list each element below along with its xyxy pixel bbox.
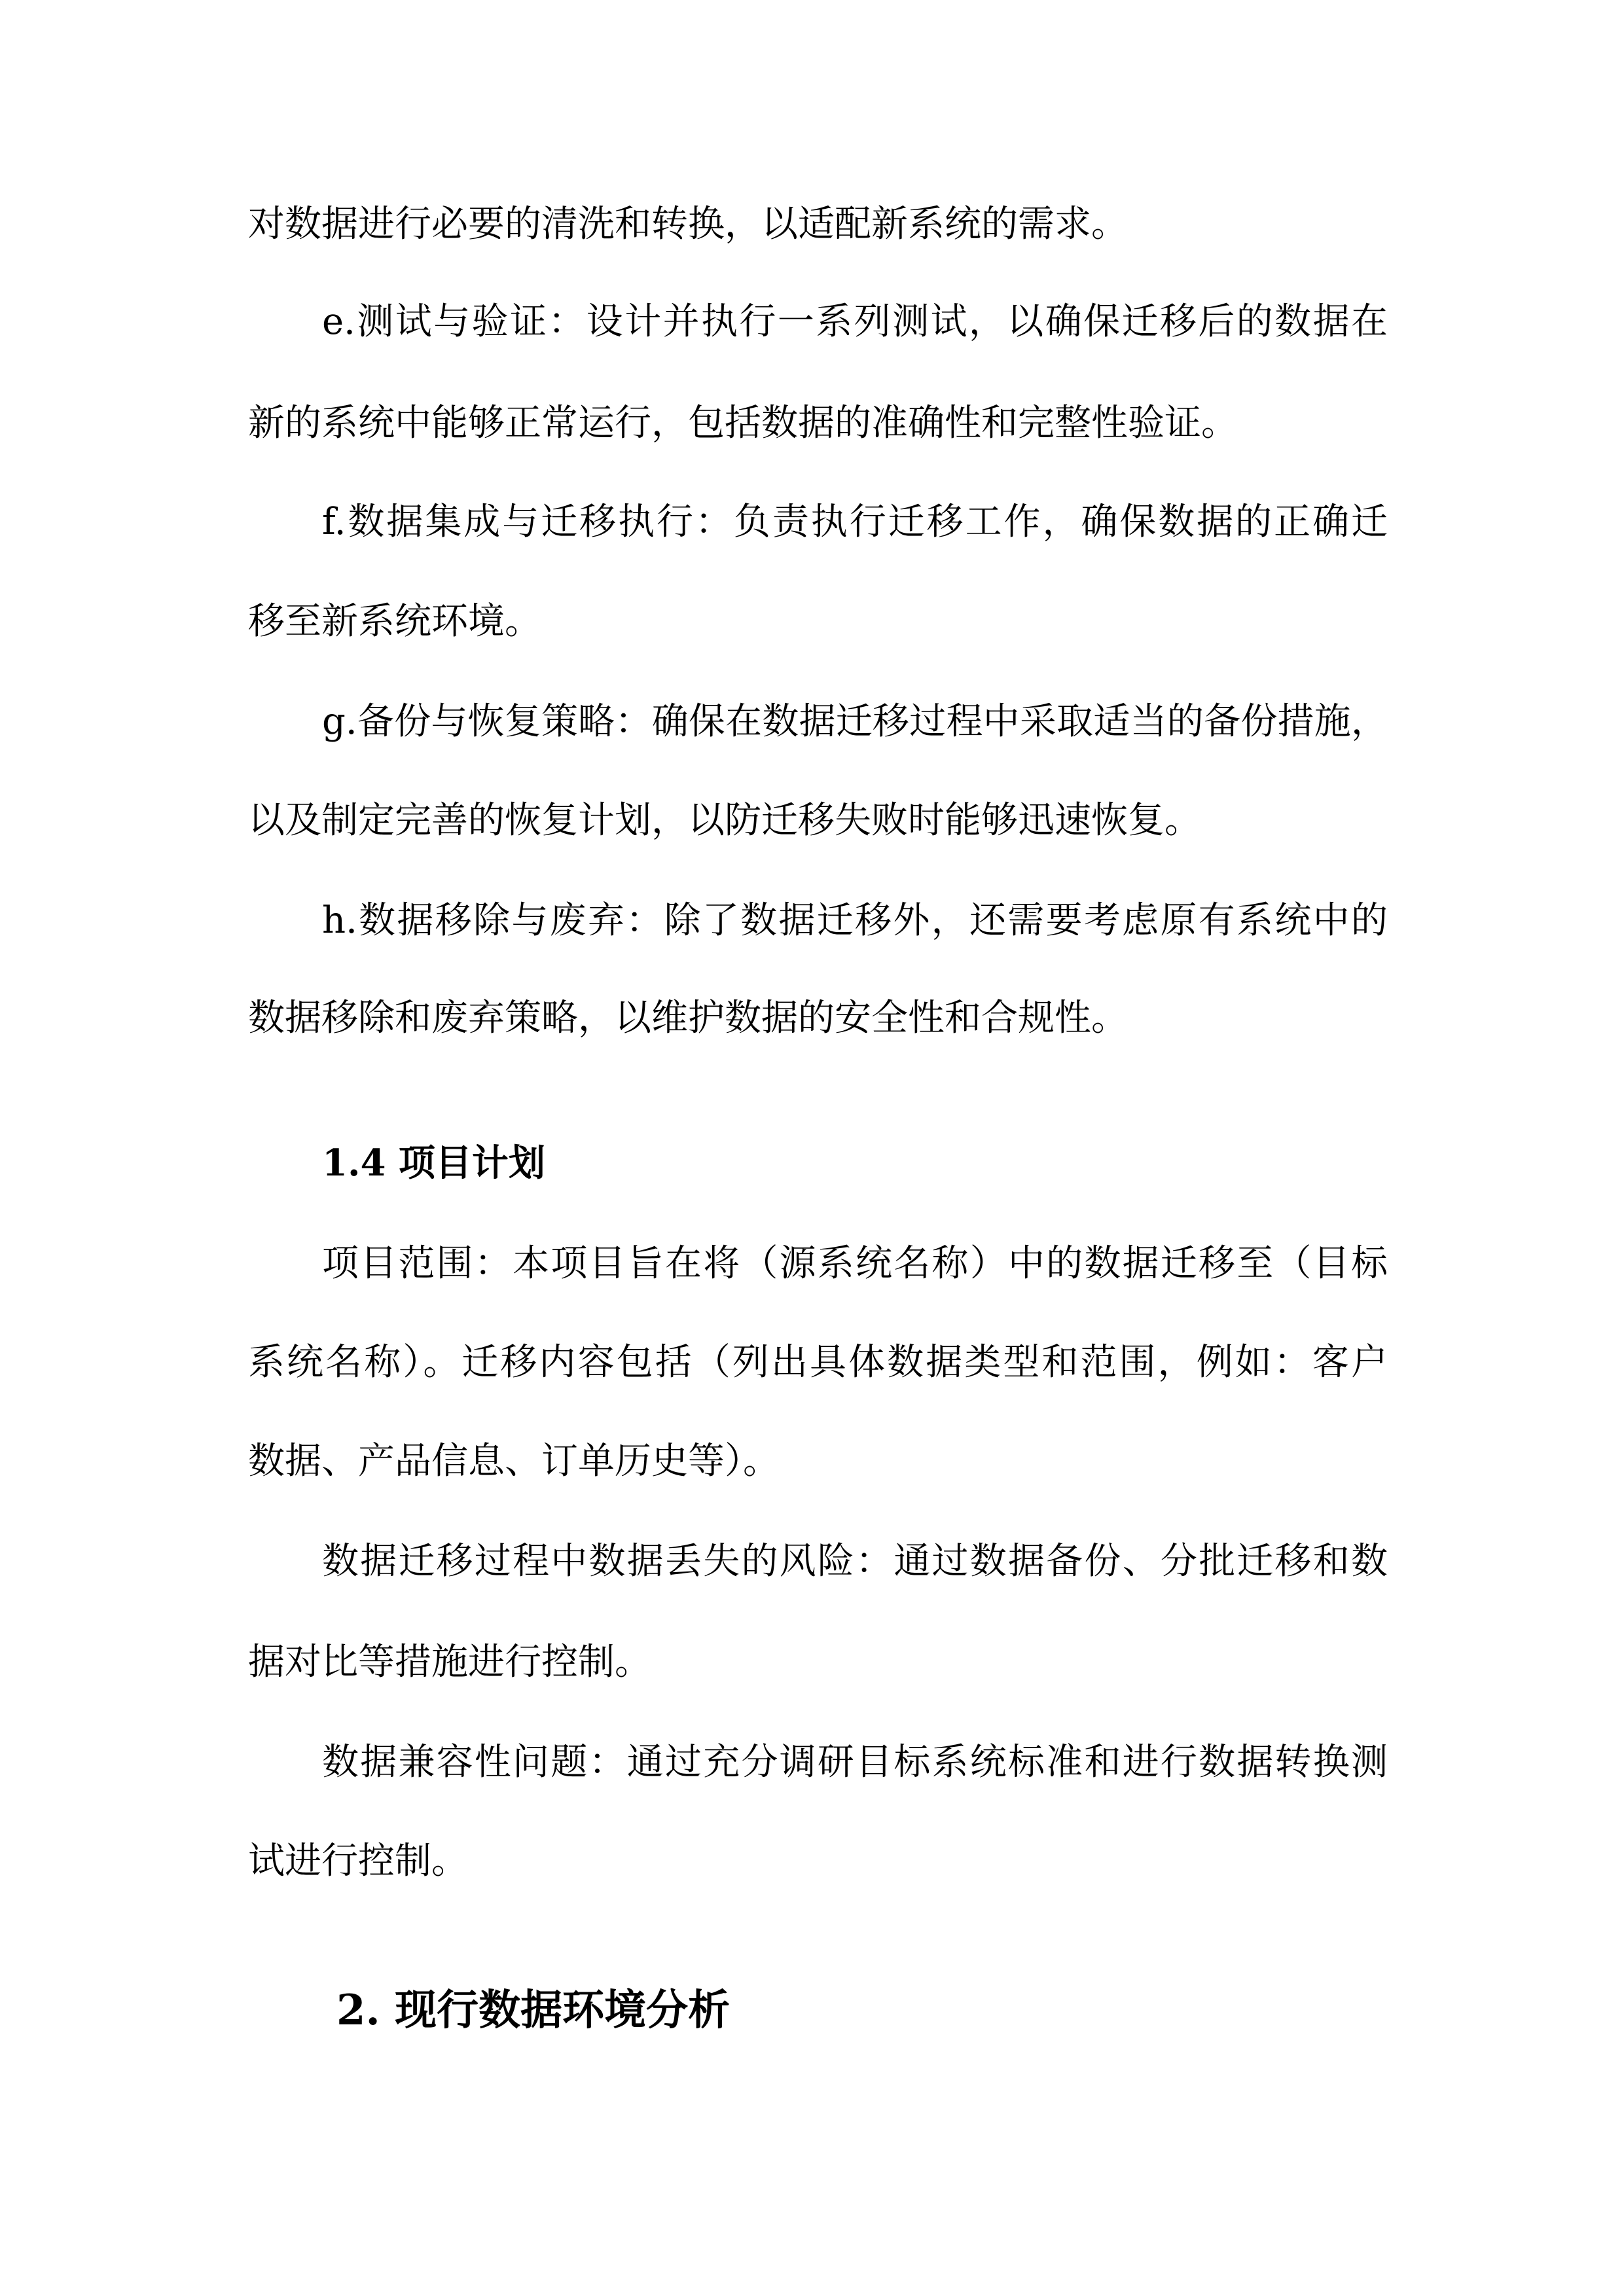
section-heading-1-4: 1.4 项目计划 <box>322 1141 545 1185</box>
paragraph-line: 据对比等措施进行控制。 <box>248 1641 651 1683</box>
section-heading-2: 2. 现行数据环境分析 <box>336 1986 731 2035</box>
paragraph-line: 数据兼容性问题：通过充分调研目标系统标准和进行数据转换测 <box>322 1741 1388 1784</box>
paragraph-line: 项目范围：本项目旨在将（源系统名称）中的数据迁移至（目标 <box>322 1242 1388 1285</box>
paragraph-line: 数据移除和废弃策略，以维护数据的安全性和合规性。 <box>248 997 1128 1039</box>
paragraph-line: h.数据移除与废弃：除了数据迁移外，还需要考虑原有系统中的 <box>322 899 1388 942</box>
paragraph-line: 移至新系统环境。 <box>248 600 541 643</box>
paragraph-line: 系统名称）。迁移内容包括（列出具体数据类型和范围，例如：客户 <box>248 1341 1388 1384</box>
paragraph-line: 数据迁移过程中数据丢失的风险：通过数据备份、分批迁移和数 <box>322 1540 1388 1583</box>
paragraph-line: g.备份与恢复策略：确保在数据迁移过程中采取适当的备份措施， <box>322 700 1388 743</box>
paragraph-line: 以及制定完善的恢复计划，以防迁移失败时能够迅速恢复。 <box>248 799 1201 842</box>
paragraph-line: e.测试与验证：设计并执行一系列测试，以确保迁移后的数据在 <box>322 300 1388 343</box>
paragraph-line: 新的系统中能够正常运行，包括数据的准确性和完整性验证。 <box>248 402 1238 444</box>
paragraph-line: 数据、产品信息、订单历史等）。 <box>248 1440 780 1482</box>
paragraph-line: 试进行控制。 <box>248 1840 468 1882</box>
paragraph-line: f.数据集成与迁移执行：负责执行迁移工作，确保数据的正确迁 <box>322 501 1388 543</box>
paragraph-line: 对数据进行必要的清洗和转换，以适配新系统的需求。 <box>248 203 1128 245</box>
